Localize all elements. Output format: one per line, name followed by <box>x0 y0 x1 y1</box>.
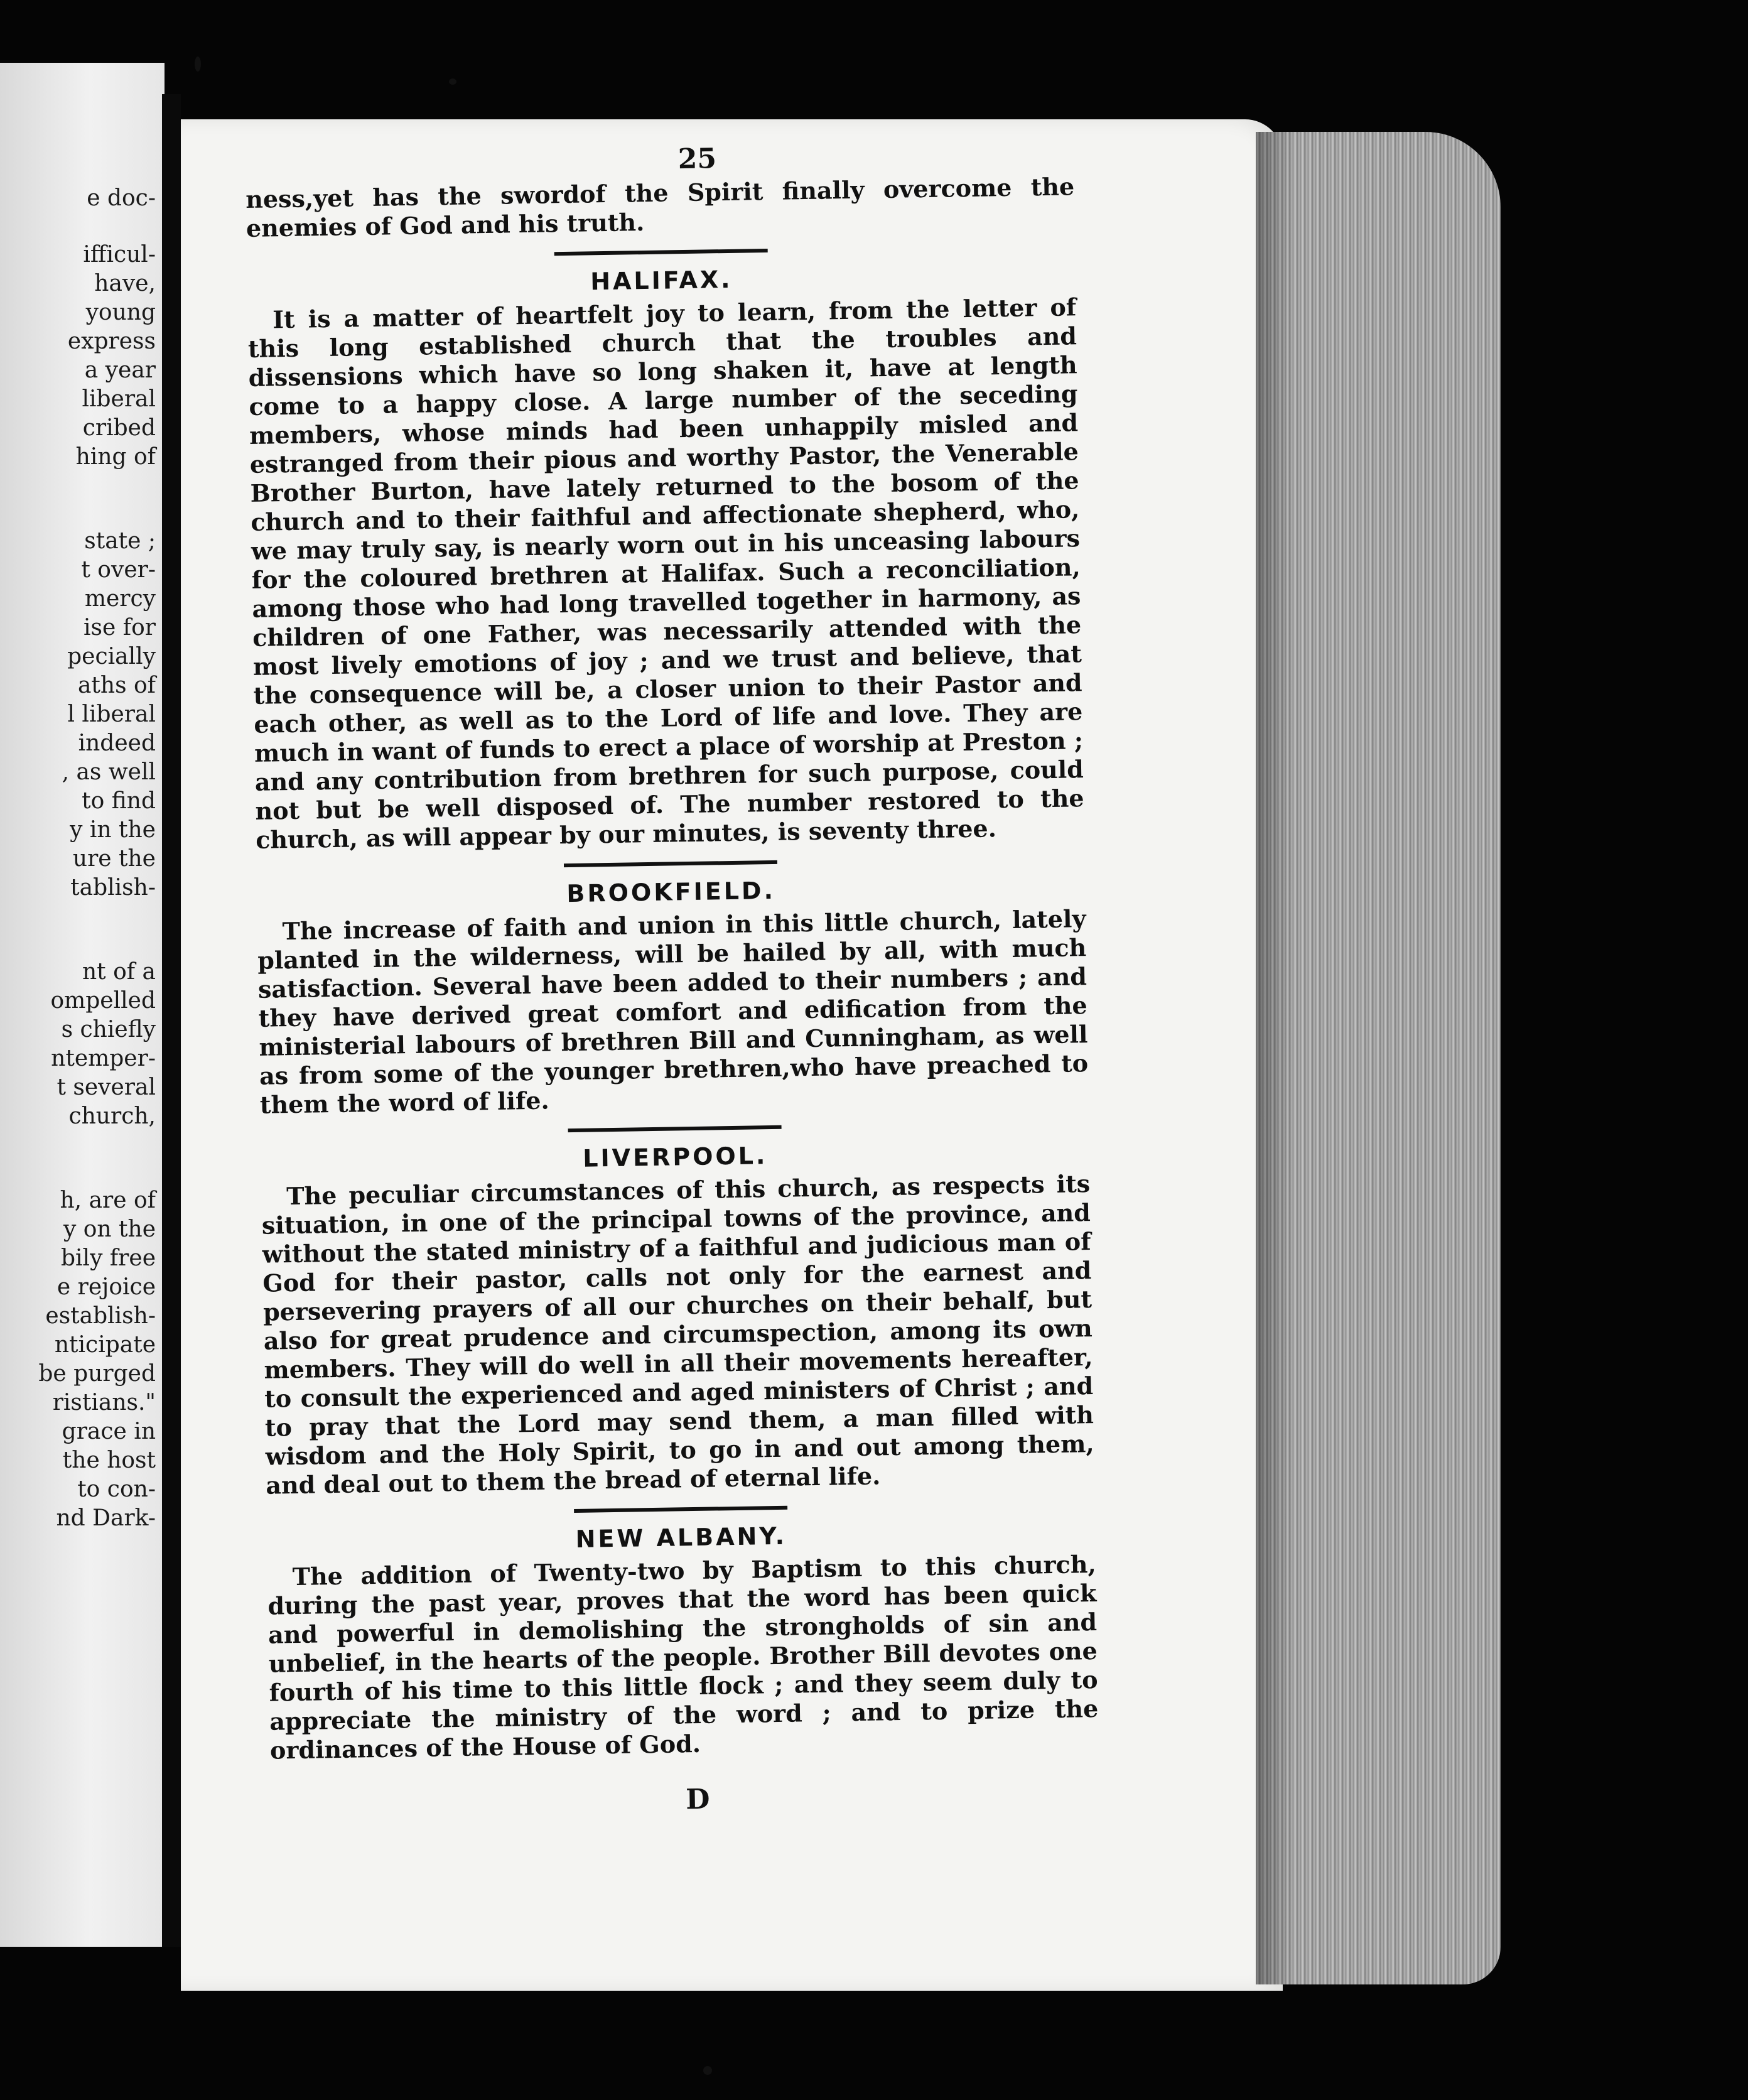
left-page-line: ntemper- <box>51 1046 156 1071</box>
left-page-line: express <box>67 328 156 354</box>
left-page-line: ristians." <box>52 1390 156 1415</box>
left-page-line: cribed <box>82 415 156 441</box>
left-page-line: ompelled <box>50 988 156 1014</box>
left-page-line: grace in <box>62 1419 156 1444</box>
opening-paragraph: ness,yet has the swordof the Spirit finally overcome the enemies of God and his truth. <box>245 172 1075 242</box>
section-text-halifax: It is a matter of heartfelt joy to learn, from the letter of this long established church that the troubles and dissensions which have so long shaken it, have at length come to a happy close. A large number of the seceding members, whose minds had been unhappily misled and estranged from their pious and worthy Pastor, the Venerable Brother Burton, have lately returned to the bosom of the church and to their faithful and affectionate shepherd, who, we may truly say, is nearly worn out in his unceasing labours for the coloured brethren at Halifax. Such a reconciliation, among those who had long travelled together in harmony, as children of one Father, was necessarily attended with the most lively emotions of joy ; and we trust and believe, that the consequence will be, a closer union to their Pastor and each other, as well as to the Lord of life and love. They are much in want of funds to erect a place of worship at Preston ; and any contribution from brethren for such purpose, could not but be well disposed of. The number restored to the church, as will appear by our minutes, is seventy three. <box>247 293 1084 854</box>
left-page-line: nt of a <box>82 959 156 985</box>
left-page-line: y on the <box>63 1216 156 1242</box>
left-page-line: y in the <box>70 817 156 843</box>
left-page-line: nd Dark- <box>56 1505 156 1531</box>
signature-mark: D <box>685 1783 710 1816</box>
left-page-line: t several <box>57 1074 156 1100</box>
left-page-line: bily free <box>61 1245 156 1271</box>
left-page-line: l liberal <box>67 701 156 727</box>
ink-speck <box>195 57 201 72</box>
page-number: 25 <box>677 143 717 176</box>
left-page-line: young <box>85 300 156 325</box>
left-page-line: to find <box>82 788 156 814</box>
left-page-line: t over- <box>81 557 156 583</box>
left-page-line: liberal <box>82 386 156 412</box>
left-page-line: pecially <box>67 644 156 669</box>
section-rule <box>574 1506 787 1513</box>
section-text-liverpool: The peculiar circumstances of this church, as respects its situation, in one of the principal towns of the province, and without the stated ministry of a faithful and judicious man of God for their pastor, calls not only for the earnest and persevering prayers of all our churches on their behalf, but also for great prudence and circumspection, among its own members. They will do well in all their movements hereafter, to consult the experienced and aged ministers of Christ ; and to pray that the Lord may send them, a man filled with wisdom and the Holy Spirit, to go in and out among them, and deal out to them the bread of eternal life. <box>261 1169 1094 1500</box>
left-page-line: establish- <box>45 1303 156 1329</box>
section-rule <box>568 1125 782 1132</box>
fore-edge-shadow <box>1256 132 1293 1984</box>
left-page-line: nticipate <box>54 1332 156 1358</box>
left-page-line: church, <box>68 1103 156 1129</box>
page-text <box>245 134 1100 1822</box>
section-heading-halifax: HALIFAX. <box>590 265 733 296</box>
ink-speck <box>703 2066 712 2075</box>
book-gutter <box>162 94 181 1947</box>
left-page-line: , as well <box>62 759 156 785</box>
section-rule <box>554 249 768 256</box>
left-page-line: be purged <box>38 1361 156 1387</box>
left-page-line: hing of <box>75 444 156 470</box>
section-text-brookfield: The increase of faith and union in this little church, lately planted in the wilderness, will be hailed by all, with much satisfaction. Several have been added to their numbers ; and they have derived great comfort and edification from the ministerial labours of brethren Bill and Cunningham, as well as from some of the younger brethren,who have preached to them the word of life. <box>257 904 1089 1119</box>
ink-speck <box>449 78 456 85</box>
left-page-line: mercy <box>84 586 156 612</box>
left-page-line: ure the <box>72 846 156 872</box>
section-heading-brookfield: BROOKFIELD. <box>566 876 776 908</box>
left-page-line: ise for <box>84 615 156 641</box>
left-page-line: e rejoice <box>57 1274 156 1300</box>
left-page-line: h, are of <box>60 1188 156 1213</box>
left-page-line: the host <box>62 1448 156 1473</box>
left-page-line: s chiefly <box>61 1017 156 1042</box>
left-page-line: a year <box>84 357 156 383</box>
left-page-line: state ; <box>84 528 156 554</box>
left-page-line: ifficul- <box>83 242 156 268</box>
left-page-line: e doc- <box>87 185 156 211</box>
left-facing-page <box>0 63 165 1947</box>
left-page-line: indeed <box>78 730 156 756</box>
left-page-line: to con- <box>77 1476 156 1502</box>
section-heading-liverpool: LIVERPOOL. <box>582 1142 768 1172</box>
section-text-new-albany: The addition of Twenty-two by Baptism to this church, during the past year, proves that the word has been quick and powerful in demolishing the strongholds of sin and unbelief, in the hearts of the people. Brother Bill devotes one fourth of his time to this little flock ; and they seem duly to appreciate the ministry of the word ; and to prize the ordinances of the House of God. <box>267 1549 1099 1765</box>
left-page-line: have, <box>94 271 156 296</box>
section-heading-new-albany: NEW ALBANY. <box>575 1522 787 1553</box>
section-rule <box>564 860 777 867</box>
left-page-line: tablish- <box>70 875 156 901</box>
left-page-line: aths of <box>77 673 156 698</box>
